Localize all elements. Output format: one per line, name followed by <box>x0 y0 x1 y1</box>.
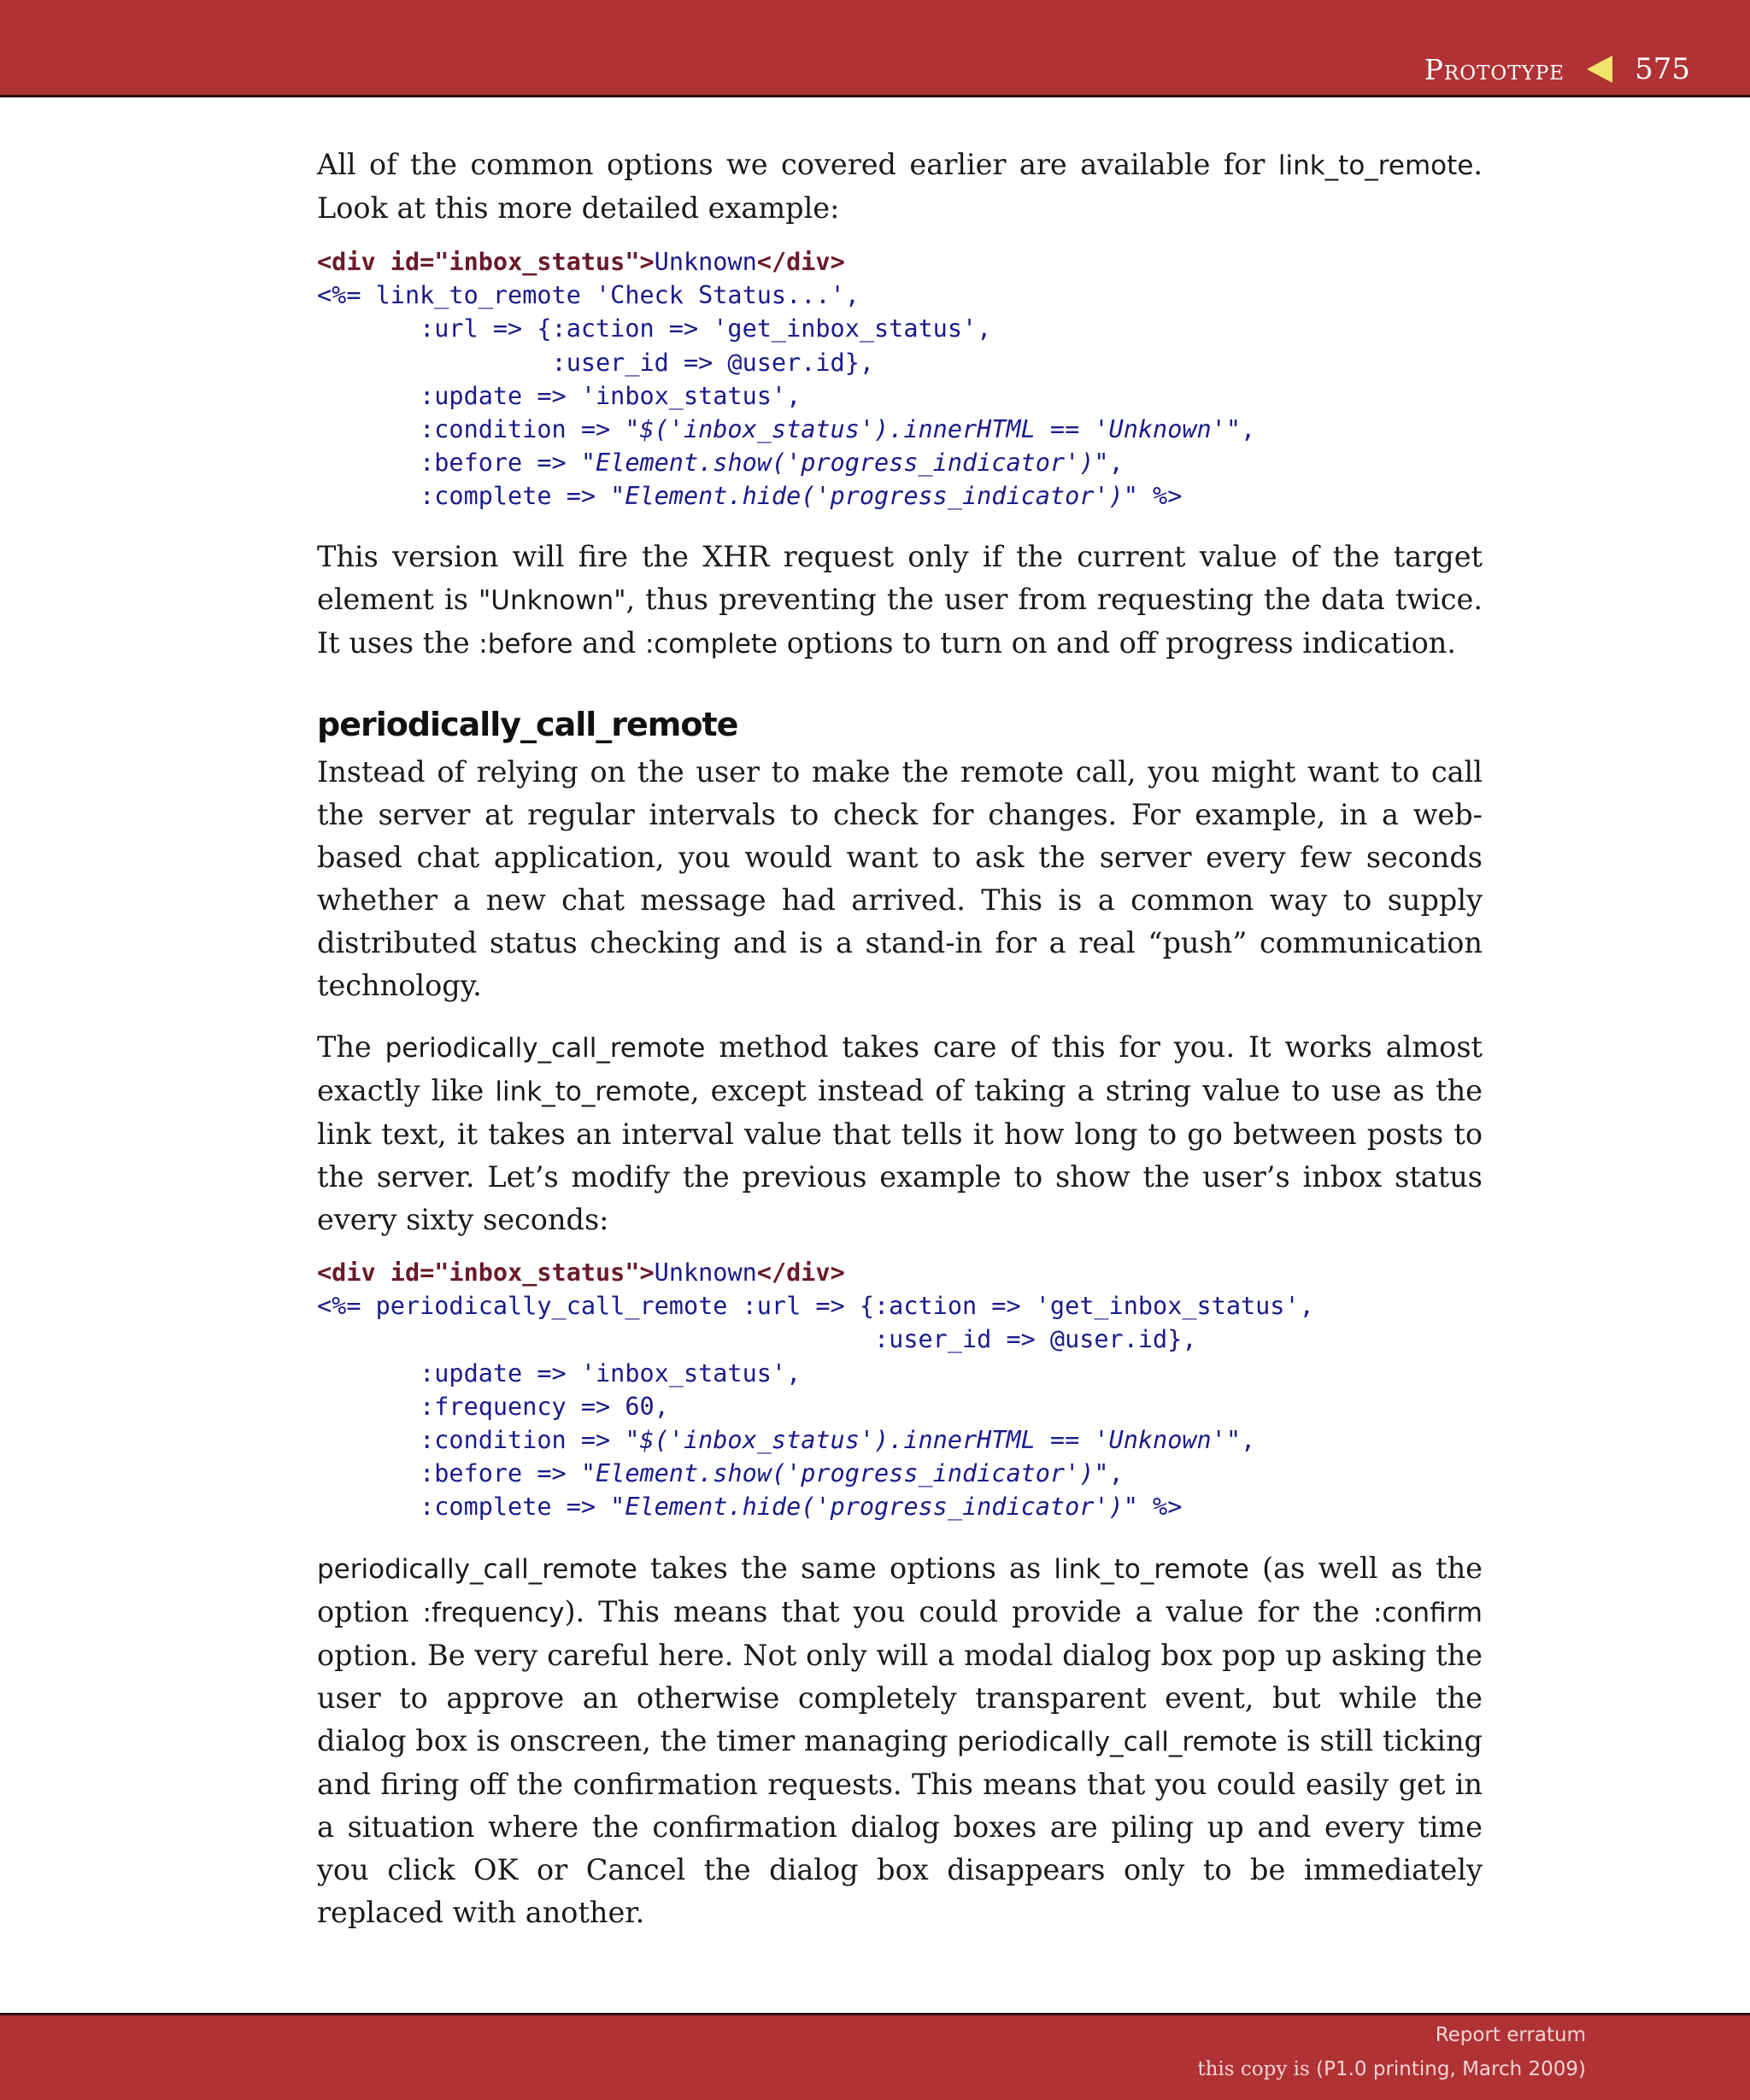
inline-code: :frequency <box>422 1598 565 1628</box>
text: All of the common options we covered earlier are available for <box>317 148 1278 181</box>
code-token: > <box>639 1258 655 1287</box>
previous-page-arrow-icon[interactable] <box>1587 56 1612 83</box>
code-token: "Element.show('progress_indicator')" <box>580 449 1109 478</box>
text: (as well as the option <box>317 1552 1483 1628</box>
code-line: :update => 'inbox_status', <box>317 1358 802 1387</box>
text: takes the same options as <box>637 1552 1054 1585</box>
code-token: <div id= <box>317 248 435 276</box>
text: , except instead of taking a string value to use as the link text, it takes an interval value that tells it how long to go between posts to the server. Let’s modify the previous example to show the user’s inbox status every sixty seconds: <box>317 1074 1483 1236</box>
code-token: "$('inbox_status').innerHTML == 'Unknown'" <box>625 1426 1241 1455</box>
inline-code: periodically_call_remote <box>317 1554 637 1585</box>
paragraph-condition <box>317 536 1483 666</box>
paragraph-periodic-method <box>317 1026 1483 1241</box>
code-token: "Element.hide('progress_indicator')" <box>610 482 1138 511</box>
page-footer <box>0 2013 1750 2100</box>
code-line: <%= periodically_call_remote :url => {:action => 'get_inbox_status', <box>317 1292 1314 1321</box>
code-token: Unknown <box>654 1258 757 1287</box>
paragraph-periodic-intro: Instead of relying on the user to make the remote call, you might want to call the server at regular intervals to check for changes. For example, in a web-based chat application, you would want to ask the server every few seconds whether a new chat message had arrived. This is a common way to supply distributed status checking and is a stand-in for a real “push” communication technology. <box>317 755 1483 1002</box>
code-line: <%= link_to_remote 'Check Status...', <box>317 281 860 310</box>
inline-code: :complete <box>644 629 778 660</box>
code-token: , <box>1240 1426 1256 1455</box>
code-line: :frequency => 60, <box>317 1392 669 1421</box>
paragraph-frequency-warning <box>317 1547 1483 1934</box>
inline-code: "Unknown" <box>479 585 626 616</box>
code-token: "Element.show('progress_indicator')" <box>580 1459 1109 1488</box>
page-number: 575 <box>1635 52 1690 86</box>
code-token: </div> <box>756 248 845 276</box>
code-line: :url => {:action => 'get_inbox_status', <box>317 314 992 343</box>
text: ). This means that you could provide a value for the <box>564 1595 1373 1628</box>
code-token: %> <box>1137 482 1183 511</box>
inline-code: link_to_remote <box>1054 1554 1249 1585</box>
inline-code: link_to_remote <box>1277 150 1474 181</box>
code-block-link-to-remote <box>317 245 1255 513</box>
code-token: :condition => <box>317 1426 625 1455</box>
header-nav <box>1424 48 1690 91</box>
code-token: , <box>1108 1459 1124 1488</box>
code-token: <div id= <box>317 1258 435 1287</box>
code-line: :user_id => @user.id}, <box>317 1325 1197 1354</box>
text: and <box>573 626 645 660</box>
section-name: Prototype <box>1424 52 1565 86</box>
report-erratum-link[interactable]: Report erratum <box>1435 2024 1586 2046</box>
inline-code: link_to_remote <box>495 1076 690 1107</box>
code-line: :update => 'inbox_status', <box>317 381 802 410</box>
page-header <box>0 0 1750 97</box>
inline-code: periodically_call_remote <box>385 1033 706 1064</box>
section-heading: periodically_call_remote <box>317 706 738 743</box>
text: method takes care of this for you. It works almost exactly like <box>317 1030 1483 1107</box>
text: is still ticking and firing off the confirmation requests. This means that you could easily get in a situation where the confirmation dialog boxes are piling up and every time you click OK or Cancel the dialog box disappears only to be immediately replaced with another. <box>317 1724 1483 1929</box>
copy-prefix: this copy is <box>1197 2058 1317 2080</box>
text: options to turn on and off progress indication. <box>778 626 1456 660</box>
code-token: :before => <box>317 1459 581 1488</box>
inline-code: :before <box>479 629 573 660</box>
code-token: "$('inbox_status').innerHTML == 'Unknown'" <box>625 415 1241 444</box>
code-token: </div> <box>756 1258 845 1287</box>
code-token: , <box>1108 449 1124 478</box>
copy-info <box>1197 2058 1586 2080</box>
paragraph-intro <box>317 144 1483 230</box>
inline-code: periodically_call_remote <box>957 1727 1277 1757</box>
printing-info: (P1.0 printing, March 2009) <box>1316 2058 1586 2080</box>
code-token: > <box>639 248 655 276</box>
code-token: , <box>1240 415 1256 444</box>
code-token: Unknown <box>654 248 757 276</box>
code-token: :before => <box>317 449 581 478</box>
code-token: :complete => <box>317 1493 611 1522</box>
code-token: :condition => <box>317 415 625 444</box>
code-token: %> <box>1137 1493 1183 1522</box>
text: This version will fire the XHR request only if the current value of the target element is <box>317 540 1483 616</box>
code-token: "inbox_status" <box>434 1258 640 1287</box>
code-block-periodically-call-remote <box>317 1256 1314 1524</box>
code-token: :complete => <box>317 482 611 511</box>
code-token: "inbox_status" <box>434 248 640 276</box>
text: The <box>317 1030 385 1064</box>
code-token: "Element.hide('progress_indicator')" <box>610 1493 1138 1522</box>
code-line: :user_id => @user.id}, <box>317 348 875 377</box>
text: , thus preventing the user from requesting the data twice. It uses the <box>317 583 1483 660</box>
inline-code: :confirm <box>1372 1598 1483 1628</box>
text: option. Be very careful here. Not only will a modal dialog box pop up asking the user to approve an otherwise completely transparent event, but while the dialog box is onscreen, the timer managing <box>317 1639 1483 1757</box>
text: . Look at this more detailed example: <box>317 148 1483 225</box>
